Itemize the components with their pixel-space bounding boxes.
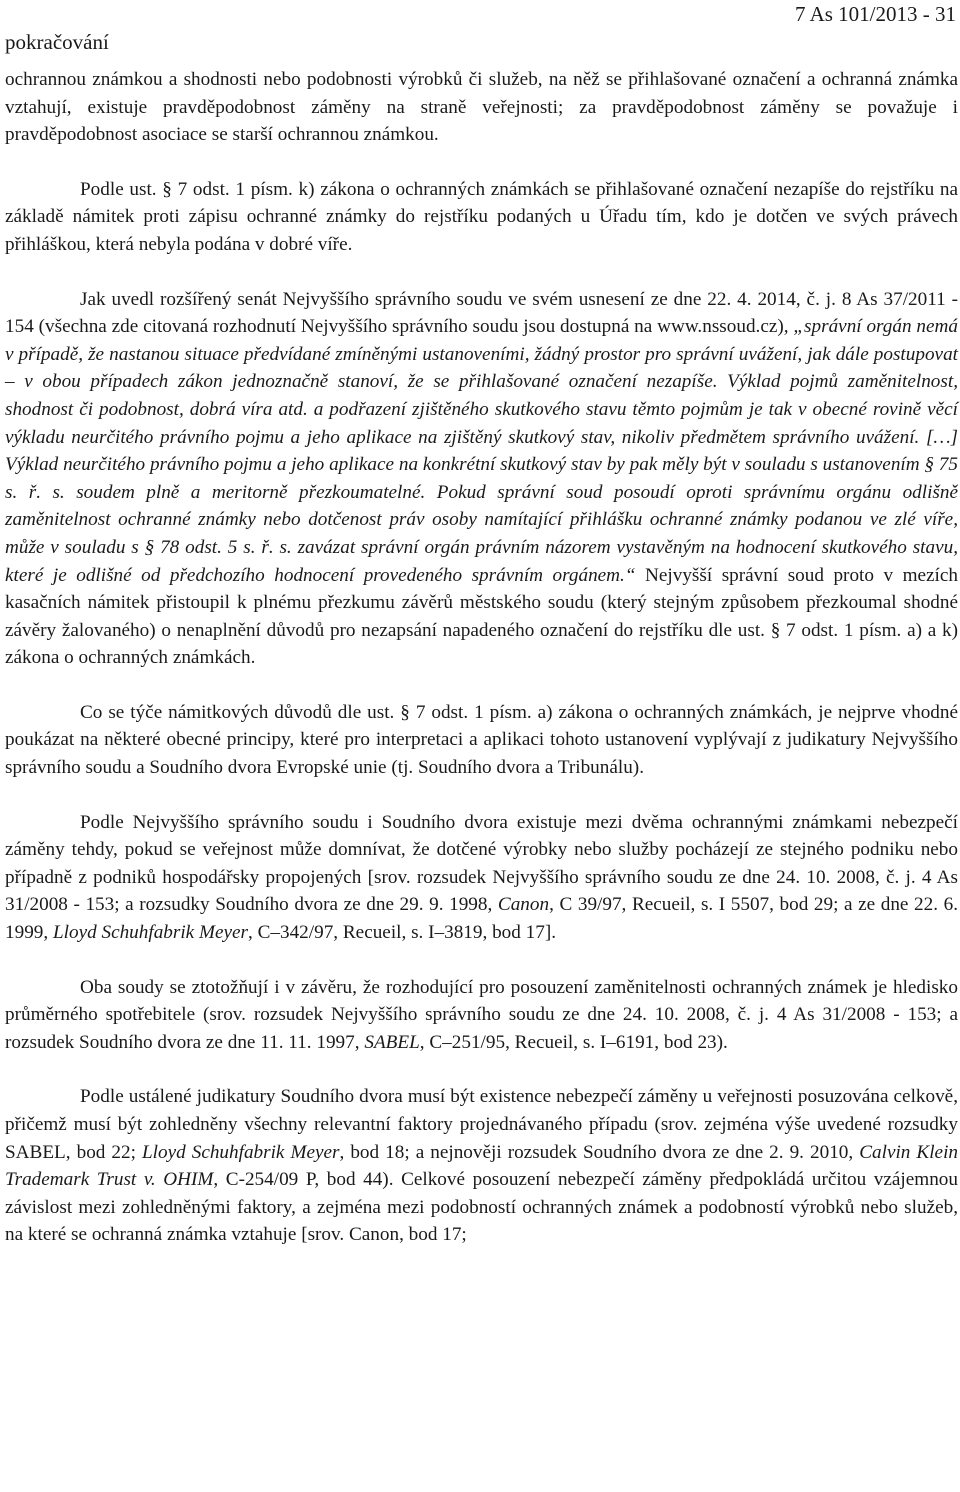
case-name-lloyd-2: Lloyd Schuhfabrik Meyer (141, 1141, 340, 1163)
paragraph-7-part-a: Podle ustálené judikatury Soudního dvora musí být existence nebezpečí záměny u veřejnosti posuzována celkově, přičemž musí být zohledněny všechny relevantní faktory projednávaného případu (srov. zejména výše uvedené rozsudky SABEL, bod 22; (5, 1086, 958, 1163)
paragraph-1: ochrannou známkou a shodnosti nebo podobnosti výrobků či služeb, na něž se přihlašované označení a ochranná známka vztahují, existuje pravděpodobnost záměny na straně veřejnosti; za pravděpodobnost záměny se považuje i pravděpodobnost asociace se starší ochrannou známkou. (5, 69, 958, 146)
case-number: 7 As 101/2013 - 31 (794, 2, 956, 26)
paragraph-3 (5, 286, 958, 672)
paragraph-5-part-c: , C 39/97, Recueil, s. I 5507, bod 29; a ze dne 22. 6. 1999, (5, 894, 959, 944)
paragraph-5-part-a: Podle Nejvyššího správního soudu i Soudního dvora existuje mezi dvěma ochrannými známkami nebezpečí záměny tehdy, pokud se veřejnost může domnívat, že dotčené výrobky nebo služby pocházejí ze stejného podniku nebo případně z podniků hospodářsky propojených [srov. rozsudek Nejvyššího správního soudu ze dne 24. 10. 2008, č. j. 4 As 31/2008 - 153; a rozsudky Soudního dvora ze dne 29. 9. 1998, (5, 811, 958, 916)
paragraph-7 (5, 1083, 958, 1249)
case-name-sabel: SABEL (364, 1031, 420, 1053)
paragraph-6 (5, 974, 958, 1057)
paragraph-7-part-e: , C-254/09 P, bod 44). Celkové posouzení nebezpečí záměny předpokládá určitou vzájemnou závislost mezi zohledněnými faktory, a zejména mezi podobností ochranných známek a podobností výrobků nebo služeb, na které se ochranná známka vztahuje [srov. Canon, bod 17; (5, 1169, 958, 1246)
continuation-label: pokračování (5, 30, 109, 54)
case-name-lloyd: Lloyd Schuhfabrik Meyer (52, 922, 248, 944)
document-body (5, 66, 958, 1249)
paragraph-7-part-c: , bod 18; a nejnověji rozsudek Soudního dvora ze dne 2. 9. 2010, (339, 1141, 860, 1163)
paragraph-6-part-c: , C–251/95, Recueil, s. I–6191, bod 23). (419, 1031, 728, 1053)
paragraph-3-outro: Nejvyšší správní soud proto v mezích kasačních námitek přistoupil k plnému přezkumu závěrů městského soudu (který stejným způsobem přezkoumal shodné závěry žalovaného) o nenaplnění důvodů pro nezapsání napadeného označení do rejstříku dle ust. § 7 odst. 1 písm. a) a k) zákona o ochranných známkách. (5, 564, 958, 669)
paragraph-5 (5, 809, 958, 947)
case-name-canon: Canon (497, 894, 550, 916)
paragraph-6-part-a: Oba soudy se ztotožňují i v závěru, že rozhodující pro posouzení zaměnitelnosti ochranných známek je hledisko průměrného spotřebitele (srov. rozsudek Nejvyššího správního soudu ze dne 24. 10. 2008, č. j. 4 As 31/2008 - 153; a rozsudek Soudního dvora ze dne 11. 11. 1997, (5, 976, 958, 1053)
case-name-calvin-klein: Calvin Klein Trademark Trust v. OHIM (5, 1141, 958, 1191)
paragraph-2: Podle ust. § 7 odst. 1 písm. k) zákona o ochranných známkách se přihlašované označení nezapíše do rejstříku na základě námitek proti zápisu ochranné známky do rejstříku podaných u Úřadu tím, kdo je dotčen ve svých právech přihláškou, která nebyla podána v dobré víře. (5, 178, 958, 255)
paragraph-4: Co se týče námitkových důvodů dle ust. § 7 odst. 1 písm. a) zákona o ochranných známkách, je nejprve vhodné poukázat na některé obecné principy, které pro interpretaci a aplikaci tohoto ustanovení vyplývají z judikatury Nejvyššího správního soudu a Soudního dvora Evropské unie (tj. Soudního dvora a Tribunálu). (5, 701, 958, 779)
paragraph-5-part-e: , C–342/97, Recueil, s. I–3819, bod 17]. (248, 922, 557, 944)
page-header (5, 0, 958, 56)
court-quote: „správní orgán nemá v případě, že nastanou situace předvídané zmíněnými ustanoveními, žádný prostor pro správní uvážení, jak dále postupovat – v obou případech zákon jednoznačně stanoví, že se přihlašované označení nezapíše. Výklad pojmů zaměnitelnost, shodnost či podobnost, dobrá víra atd. a podřazení zjištěného skutkového stavu těmto pojmům je tak v obecné rovině věcí výkladu neurčitého právního pojmu a jeho aplikace na zjištěný skutkový stav, nikoliv předmětem správního uvážení. […] Výklad neurčitého právního pojmu a jeho aplikace na konkrétní skutkový stav by pak měly být v souladu s ustanovením § 75 s. ř. s. soudem plně a meritorně přezkoumatelné. Pokud správní soud posoudí oproti správnímu orgánu odlišně zaměnitelnost ochranné známky nebo dotčenost práv osoby namítající přihlášku ochranné známky podanou ve zlé víře, může v souladu s § 78 odst. 5 s. ř. s. zavázat správní orgán právním názorem vystavěným na hodnocení skutkového stavu, které je odlišné od předchozího hodnocení provedeného správním orgánem.“ (5, 316, 958, 586)
paragraph-3-intro: Jak uvedl rozšířený senát Nejvyššího správního soudu ve svém usnesení ze dne 22. 4. 2014, č. j. 8 As 37/2011 - 154 (všechna zde citovaná rozhodnutí Nejvyššího správního soudu jsou dostupná na www.nssoud.cz), (5, 288, 958, 338)
